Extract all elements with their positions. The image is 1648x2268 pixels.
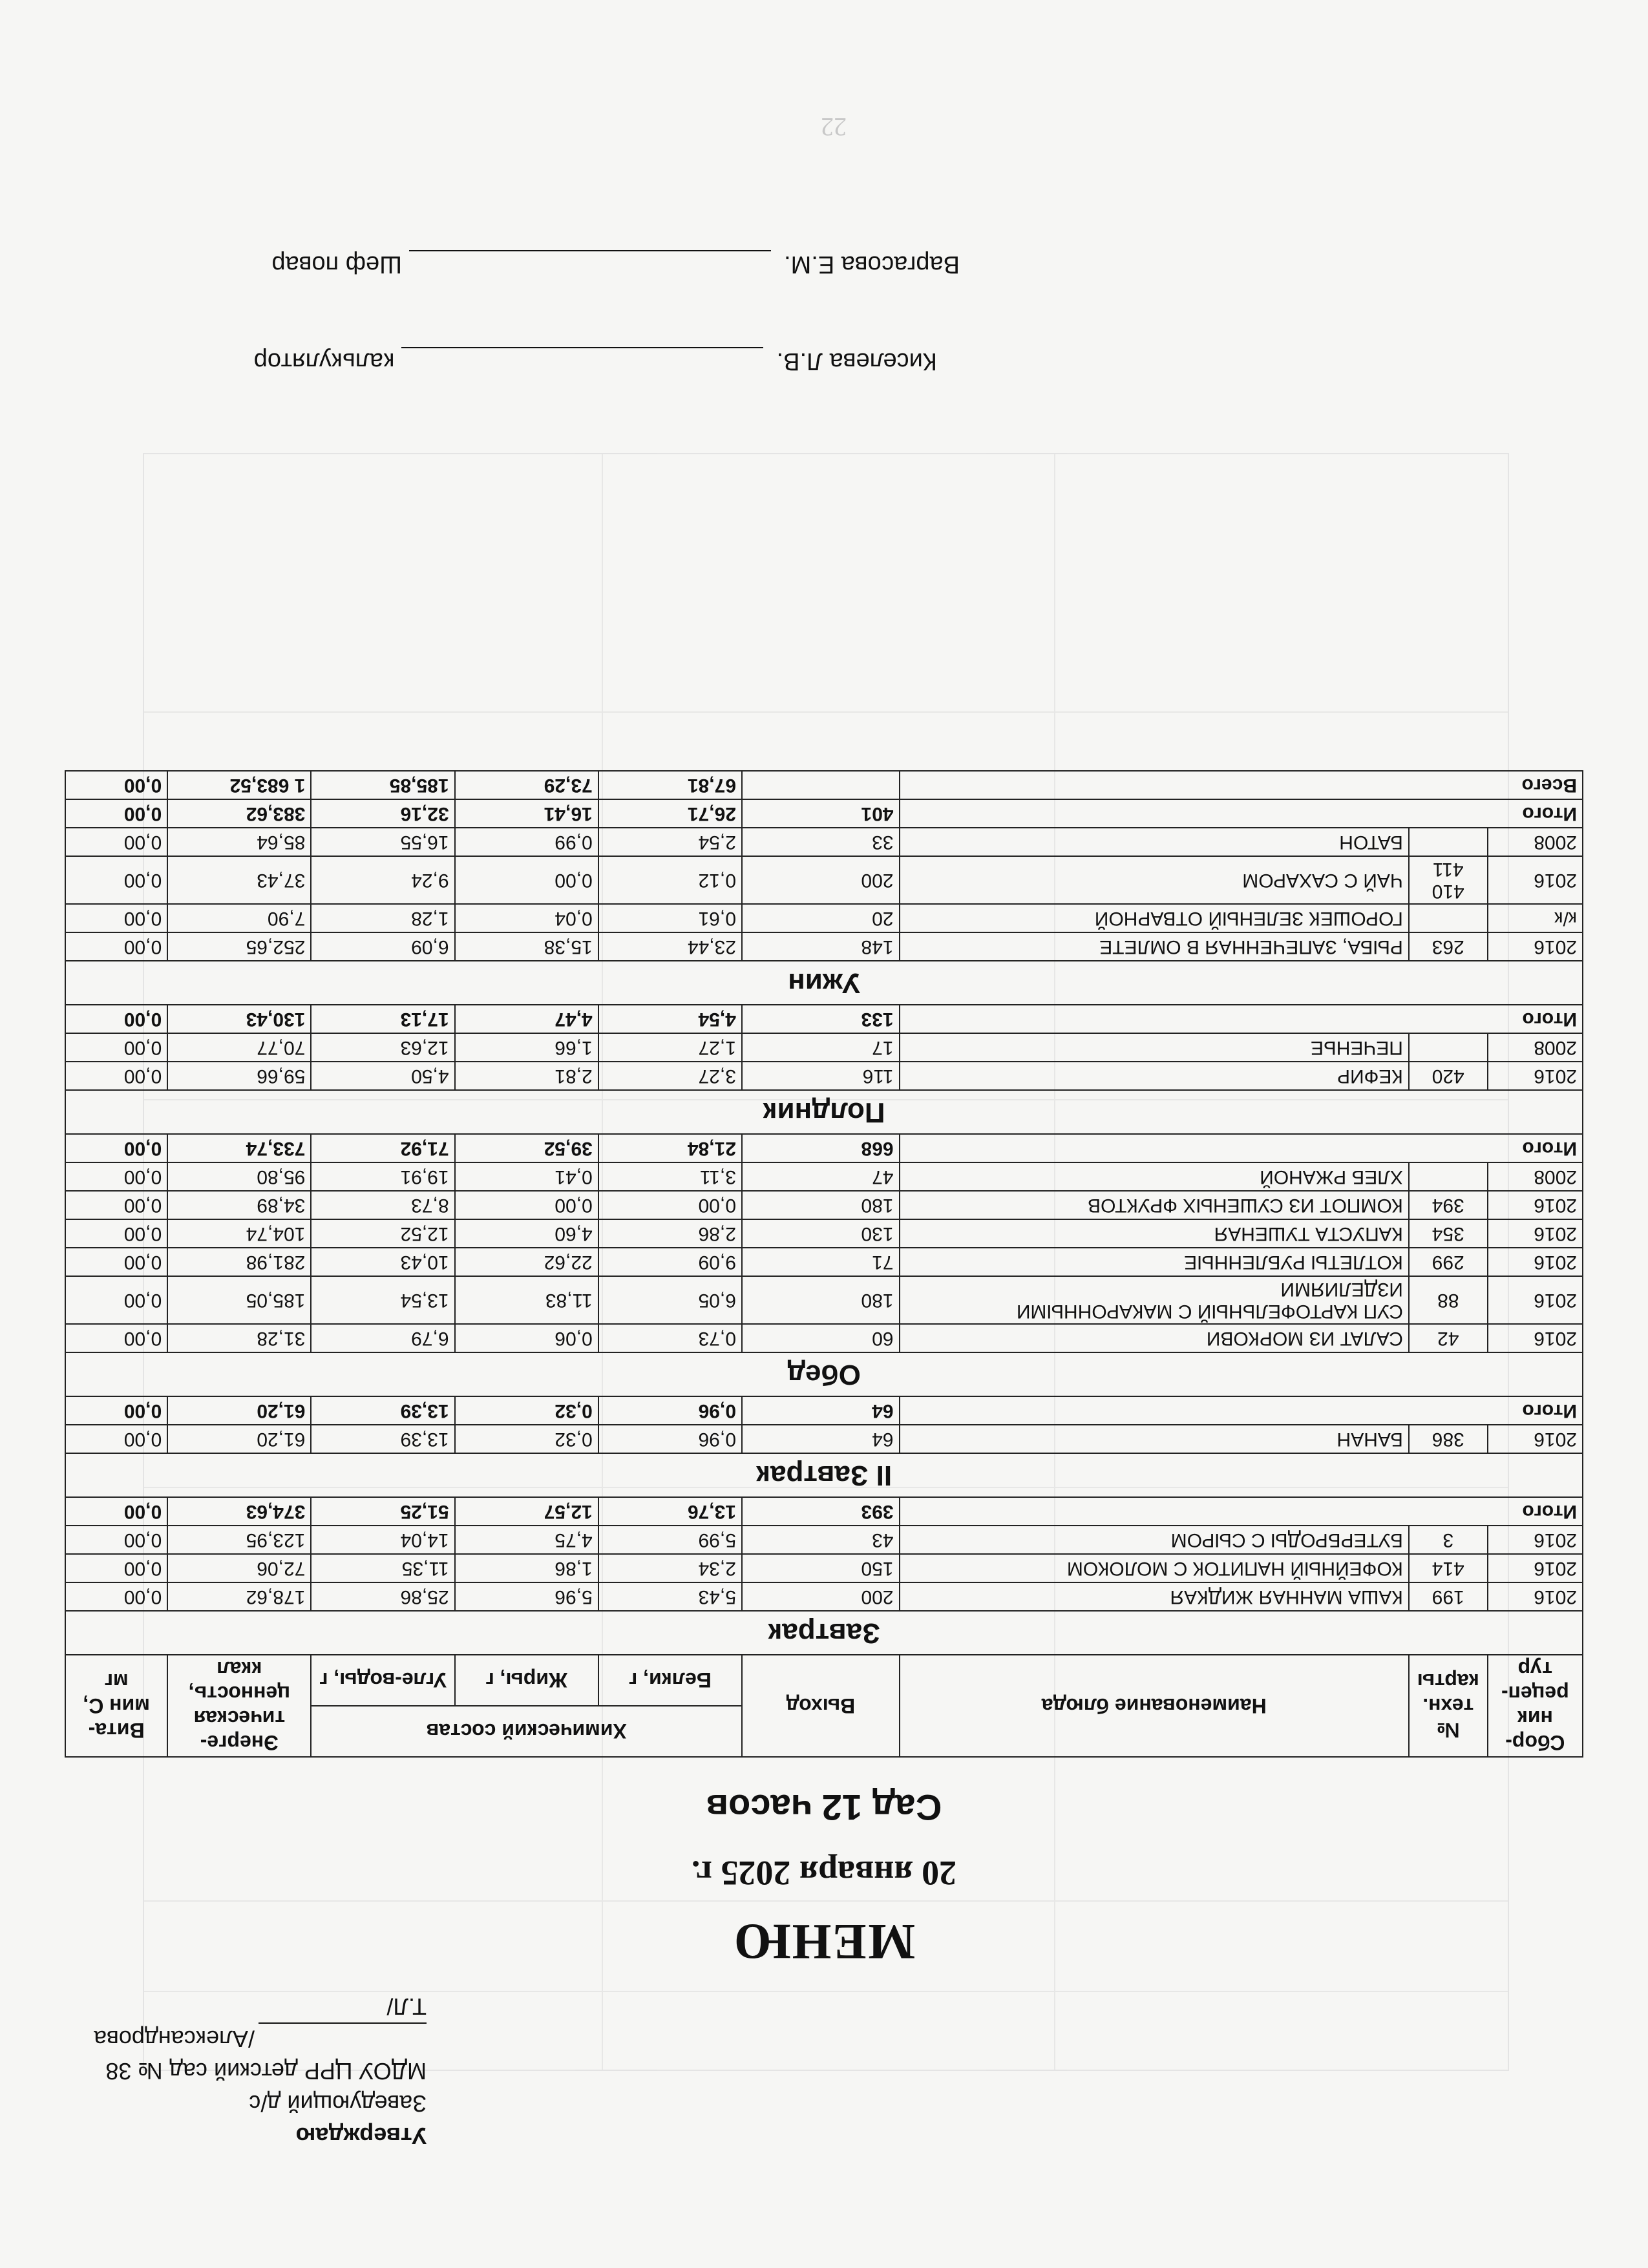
- total-e: 383,62: [167, 799, 311, 828]
- approval-signature-line: [259, 2022, 427, 2043]
- cell-vitamin: 0,00: [65, 1276, 167, 1324]
- cell-sbornik: 2016: [1488, 1582, 1583, 1611]
- total-p: 0,96: [598, 1396, 742, 1425]
- col-protein: Белки, г: [598, 1655, 742, 1706]
- cell-name: ХЛЕБ РЖАНОЙ: [900, 1162, 1409, 1191]
- cell-carbs: 25,86: [311, 1582, 454, 1611]
- cell-sbornik: 2016: [1488, 932, 1583, 961]
- cell-name: КОМПОТ ИЗ СУШЕНЫХ ФРУКТОВ: [900, 1191, 1409, 1219]
- cell-fat: 0,04: [455, 904, 598, 932]
- signature-chef: [271, 250, 960, 278]
- cell-fat: 1,86: [455, 1554, 598, 1582]
- cell-protein: 6,05: [598, 1276, 742, 1324]
- cell-energy: 85,64: [167, 828, 311, 856]
- total-label: Итого: [900, 1396, 1583, 1425]
- total-c: 71,92: [311, 1134, 454, 1162]
- cell-carbs: 10,43: [311, 1248, 454, 1276]
- cell-carbs: 6,09: [311, 932, 454, 961]
- cell-carbs: 12,52: [311, 1219, 454, 1248]
- menu-body: [65, 771, 1583, 1655]
- cell-carbs: 4,50: [311, 1062, 454, 1090]
- total-c: 51,25: [311, 1497, 454, 1526]
- calc-signature-line: [401, 347, 763, 372]
- section-header: [65, 1090, 1583, 1134]
- col-energy: Энерге-тическая ценность, ккал: [167, 1655, 311, 1757]
- cell-tech: [1409, 1162, 1488, 1191]
- header-row-1: [65, 1706, 1583, 1757]
- cell-carbs: 1,28: [311, 904, 454, 932]
- cell-vitamin: 0,00: [65, 1582, 167, 1611]
- cell-fat: 0,41: [455, 1162, 598, 1191]
- cell-protein: 0,12: [598, 856, 742, 904]
- cell-energy: 178,62: [167, 1582, 311, 1611]
- cell-energy: 185,05: [167, 1276, 311, 1324]
- cell-fat: 0,06: [455, 1324, 598, 1352]
- cell-tech: [1409, 904, 1488, 932]
- total-e: 130,43: [167, 1005, 311, 1033]
- section-total-row: [65, 1134, 1583, 1162]
- col-vitamin: Вита-мин С, мг: [65, 1655, 167, 1757]
- total-p: 4,54: [598, 1005, 742, 1033]
- table-row: [65, 932, 1583, 961]
- cell-vitamin: 0,00: [65, 1033, 167, 1062]
- cell-vitamin: 0,00: [65, 1062, 167, 1090]
- cell-name: ЧАЙ С САХАРОМ: [900, 856, 1409, 904]
- cell-fat: 4,60: [455, 1219, 598, 1248]
- cell-output: 43: [742, 1526, 900, 1554]
- total-v: 0,00: [65, 1005, 167, 1033]
- table-row: [65, 1162, 1583, 1191]
- cell-energy: 31,28: [167, 1324, 311, 1352]
- cell-vitamin: 0,00: [65, 1324, 167, 1352]
- cell-vitamin: 0,00: [65, 828, 167, 856]
- section-title: Полдник: [65, 1090, 1583, 1134]
- cell-sbornik: 2016: [1488, 1526, 1583, 1554]
- cell-carbs: 14,04: [311, 1526, 454, 1554]
- cell-energy: 281,98: [167, 1248, 311, 1276]
- cell-carbs: 13,54: [311, 1276, 454, 1324]
- table-row: [65, 1526, 1583, 1554]
- total-label: Итого: [900, 1134, 1583, 1162]
- menu-table: [65, 770, 1583, 1758]
- cell-vitamin: 0,00: [65, 1248, 167, 1276]
- cell-sbornik: к/к: [1488, 904, 1583, 932]
- cell-output: 180: [742, 1276, 900, 1324]
- section-header: [65, 1611, 1583, 1655]
- total-f: 0,32: [455, 1396, 598, 1425]
- cell-sbornik: 2016: [1488, 1248, 1583, 1276]
- total-label: Итого: [900, 1005, 1583, 1033]
- cell-output: 116: [742, 1062, 900, 1090]
- cell-fat: 2,81: [455, 1062, 598, 1090]
- cell-fat: 0,00: [455, 1191, 598, 1219]
- chef-name: Варгасова Е.М.: [784, 251, 960, 278]
- menu-group: Сад 12 часов: [706, 1787, 942, 1828]
- cell-sbornik: 2016: [1488, 1062, 1583, 1090]
- table-row: [65, 1276, 1583, 1324]
- cell-sbornik: 2016: [1488, 856, 1583, 904]
- cell-tech: 420: [1409, 1062, 1488, 1090]
- cell-fat: 22,62: [455, 1248, 598, 1276]
- total-f: 12,57: [455, 1497, 598, 1526]
- approval-signer: /Александрова Т.Л/: [94, 1993, 427, 2052]
- cell-name: КОТЛЕТЫ РУБЛЕННЫЕ: [900, 1248, 1409, 1276]
- cell-sbornik: 2016: [1488, 1191, 1583, 1219]
- section-total-row: [65, 1396, 1583, 1425]
- section-header: [65, 1352, 1583, 1396]
- cell-output: 20: [742, 904, 900, 932]
- cell-fat: 4,75: [455, 1526, 598, 1554]
- table-row: [65, 1582, 1583, 1611]
- total-out: 668: [742, 1134, 900, 1162]
- cell-name: БУТЕРБРОДЫ С СЫРОМ: [900, 1526, 1409, 1554]
- cell-protein: 0,96: [598, 1425, 742, 1453]
- calc-name: Киселева Л.В.: [776, 348, 937, 375]
- total-f: 16,41: [455, 799, 598, 828]
- cell-output: 17: [742, 1033, 900, 1062]
- cell-tech: 88: [1409, 1276, 1488, 1324]
- total-f: 39,52: [455, 1134, 598, 1162]
- total-v: 0,00: [65, 1497, 167, 1526]
- cell-carbs: 6,79: [311, 1324, 454, 1352]
- cell-output: 200: [742, 1582, 900, 1611]
- section-header: [65, 961, 1583, 1005]
- cell-protein: 5,99: [598, 1526, 742, 1554]
- signature-calc: [254, 347, 937, 375]
- chef-signature-line: [409, 250, 771, 275]
- total-label: Всего: [900, 771, 1583, 799]
- table-row: [65, 1191, 1583, 1219]
- cell-carbs: 9,24: [311, 856, 454, 904]
- cell-protein: 1,27: [598, 1033, 742, 1062]
- table-row: [65, 828, 1583, 856]
- table-row: [65, 856, 1583, 904]
- col-chem: Химический состав: [311, 1706, 742, 1757]
- cell-energy: 95,80: [167, 1162, 311, 1191]
- table-row: [65, 1219, 1583, 1248]
- cell-tech: 410 411: [1409, 856, 1488, 904]
- cell-protein: 9,09: [598, 1248, 742, 1276]
- cell-energy: 70,77: [167, 1033, 311, 1062]
- col-sbornik: Сбор-ник рецеп-тур: [1488, 1655, 1583, 1757]
- cell-tech: [1409, 828, 1488, 856]
- cell-name: КОФЕЙНЫЙ НАПИТОК С МОЛОКОМ: [900, 1554, 1409, 1582]
- table-row: [65, 1324, 1583, 1352]
- cell-output: 71: [742, 1248, 900, 1276]
- cell-name: БАТОН: [900, 828, 1409, 856]
- total-out: [742, 771, 900, 799]
- section-total-row: [65, 799, 1583, 828]
- total-c: 13,39: [311, 1396, 454, 1425]
- cell-sbornik: 2016: [1488, 1276, 1583, 1324]
- total-e: 61,20: [167, 1396, 311, 1425]
- table-row: [65, 1248, 1583, 1276]
- total-p: 21,84: [598, 1134, 742, 1162]
- table-row: [65, 1033, 1583, 1062]
- cell-carbs: 12,63: [311, 1033, 454, 1062]
- total-v: 0,00: [65, 1134, 167, 1162]
- total-v: 0,00: [65, 799, 167, 828]
- section-total-row: [65, 1005, 1583, 1033]
- page-number: 22: [821, 112, 847, 142]
- cell-fat: 5,96: [455, 1582, 598, 1611]
- cell-vitamin: 0,00: [65, 1191, 167, 1219]
- cell-energy: 59,66: [167, 1062, 311, 1090]
- total-label: Итого: [900, 1497, 1583, 1526]
- approval-line-1: Заведующий д/с: [249, 2090, 427, 2117]
- cell-protein: 2,86: [598, 1219, 742, 1248]
- cell-output: 33: [742, 828, 900, 856]
- cell-sbornik: 2016: [1488, 1219, 1583, 1248]
- col-output: Выход: [742, 1655, 900, 1757]
- cell-energy: 123,95: [167, 1526, 311, 1554]
- cell-name: КЕФИР: [900, 1062, 1409, 1090]
- total-v: 0,00: [65, 1396, 167, 1425]
- section-header: [65, 1453, 1583, 1497]
- menu-date: 20 января 2025 г.: [691, 1854, 957, 1893]
- cell-sbornik: 2016: [1488, 1554, 1583, 1582]
- table-row: [65, 1062, 1583, 1090]
- section-title: Обед: [65, 1352, 1583, 1396]
- col-fat: Жиры, г: [455, 1655, 598, 1706]
- cell-tech: 299: [1409, 1248, 1488, 1276]
- total-e: 1 683,52: [167, 771, 311, 799]
- cell-carbs: 11,35: [311, 1554, 454, 1582]
- cell-fat: 11,83: [455, 1276, 598, 1324]
- cell-energy: 7,90: [167, 904, 311, 932]
- cell-sbornik: 2016: [1488, 1425, 1583, 1453]
- cell-tech: 394: [1409, 1191, 1488, 1219]
- cell-protein: 5,43: [598, 1582, 742, 1611]
- cell-tech: 386: [1409, 1425, 1488, 1453]
- cell-sbornik: 2008: [1488, 1162, 1583, 1191]
- total-e: 733,74: [167, 1134, 311, 1162]
- cell-energy: 104,74: [167, 1219, 311, 1248]
- total-p: 26,71: [598, 799, 742, 828]
- cell-fat: 1,66: [455, 1033, 598, 1062]
- cell-protein: 23,44: [598, 932, 742, 961]
- cell-fat: 0,99: [455, 828, 598, 856]
- cell-tech: 263: [1409, 932, 1488, 961]
- total-v: 0,00: [65, 771, 167, 799]
- cell-name: РЫБА, ЗАПЕЧЕННАЯ В ОМЛЕТЕ: [900, 932, 1409, 961]
- cell-tech: 3: [1409, 1526, 1488, 1554]
- cell-vitamin: 0,00: [65, 1526, 167, 1554]
- table-row: [65, 904, 1583, 932]
- grand-total-row: [65, 771, 1583, 799]
- cell-tech: 199: [1409, 1582, 1488, 1611]
- total-out: 64: [742, 1396, 900, 1425]
- total-out: 401: [742, 799, 900, 828]
- total-p: 67,81: [598, 771, 742, 799]
- total-c: 32,16: [311, 799, 454, 828]
- cell-fat: 0,32: [455, 1425, 598, 1453]
- cell-output: 60: [742, 1324, 900, 1352]
- cell-name: ГОРОШЕК ЗЕЛЕНЫЙ ОТВАРНОЙ: [900, 904, 1409, 932]
- cell-vitamin: 0,00: [65, 1425, 167, 1453]
- cell-protein: 2,34: [598, 1554, 742, 1582]
- cell-carbs: 19,91: [311, 1162, 454, 1191]
- menu-title: МЕНЮ: [732, 1914, 916, 1970]
- cell-tech: [1409, 1033, 1488, 1062]
- cell-carbs: 8,73: [311, 1191, 454, 1219]
- cell-carbs: 16,55: [311, 828, 454, 856]
- cell-name: ПЕЧЕНЬЕ: [900, 1033, 1409, 1062]
- total-p: 13,76: [598, 1497, 742, 1526]
- cell-output: 150: [742, 1554, 900, 1582]
- table-row: [65, 1554, 1583, 1582]
- cell-vitamin: 0,00: [65, 1219, 167, 1248]
- cell-name: САЛАТ ИЗ МОРКОВИ: [900, 1324, 1409, 1352]
- cell-energy: 61,20: [167, 1425, 311, 1453]
- cell-sbornik: 2008: [1488, 1033, 1583, 1062]
- cell-vitamin: 0,00: [65, 1162, 167, 1191]
- cell-vitamin: 0,00: [65, 932, 167, 961]
- cell-name: БАНАН: [900, 1425, 1409, 1453]
- cell-protein: 0,00: [598, 1191, 742, 1219]
- approval-block: [90, 1990, 427, 2152]
- cell-output: 148: [742, 932, 900, 961]
- chef-role: Шеф повар: [271, 251, 402, 278]
- cell-name: СУП КАРТОФЕЛЬНЫЙ С МАКАРОННЫМИ ИЗДЕЛИЯМИ: [900, 1276, 1409, 1324]
- cell-energy: 37,43: [167, 856, 311, 904]
- cell-tech: 414: [1409, 1554, 1488, 1582]
- section-title: Ужин: [65, 961, 1583, 1005]
- calc-role: калькулятор: [253, 348, 395, 375]
- approval-title: Утверждаю: [295, 2123, 427, 2149]
- col-carbs: Угле-воды, г: [311, 1655, 454, 1706]
- cell-output: 47: [742, 1162, 900, 1191]
- approval-line-3: [90, 1990, 427, 2055]
- total-label: Итого: [900, 799, 1583, 828]
- cell-vitamin: 0,00: [65, 856, 167, 904]
- cell-fat: 15,38: [455, 932, 598, 961]
- cell-tech: 354: [1409, 1219, 1488, 1248]
- cell-vitamin: 0,00: [65, 904, 167, 932]
- cell-name: КАША МАННАЯ ЖИДКАЯ: [900, 1582, 1409, 1611]
- total-c: 17,13: [311, 1005, 454, 1033]
- section-title: Завтрак: [65, 1611, 1583, 1655]
- col-name: Наименование блюда: [900, 1655, 1409, 1757]
- cell-protein: 3,11: [598, 1162, 742, 1191]
- total-e: 374,63: [167, 1497, 311, 1526]
- cell-output: 130: [742, 1219, 900, 1248]
- cell-output: 200: [742, 856, 900, 904]
- total-f: 73,29: [455, 771, 598, 799]
- total-f: 4,47: [455, 1005, 598, 1033]
- total-out: 393: [742, 1497, 900, 1526]
- cell-protein: 0,73: [598, 1324, 742, 1352]
- cell-energy: 72,06: [167, 1554, 311, 1582]
- cell-energy: 34,89: [167, 1191, 311, 1219]
- cell-carbs: 13,39: [311, 1425, 454, 1453]
- cell-sbornik: 2008: [1488, 828, 1583, 856]
- cell-protein: 3,27: [598, 1062, 742, 1090]
- section-total-row: [65, 1497, 1583, 1526]
- col-tech: № техн. карты: [1409, 1655, 1488, 1757]
- cell-energy: 252,65: [167, 932, 311, 961]
- total-c: 185,85: [311, 771, 454, 799]
- cell-protein: 0,61: [598, 904, 742, 932]
- cell-sbornik: 2016: [1488, 1324, 1583, 1352]
- total-out: 133: [742, 1005, 900, 1033]
- cell-vitamin: 0,00: [65, 1554, 167, 1582]
- approval-line-2: МДОУ ЦРР детский сад № 38: [105, 2058, 427, 2084]
- table-row: [65, 1425, 1583, 1453]
- cell-output: 64: [742, 1425, 900, 1453]
- cell-name: КАПУСТА ТУШЕНАЯ: [900, 1219, 1409, 1248]
- section-title: II Завтрак: [65, 1453, 1583, 1497]
- cell-output: 180: [742, 1191, 900, 1219]
- cell-protein: 2,54: [598, 828, 742, 856]
- cell-tech: 42: [1409, 1324, 1488, 1352]
- cell-fat: 0,00: [455, 856, 598, 904]
